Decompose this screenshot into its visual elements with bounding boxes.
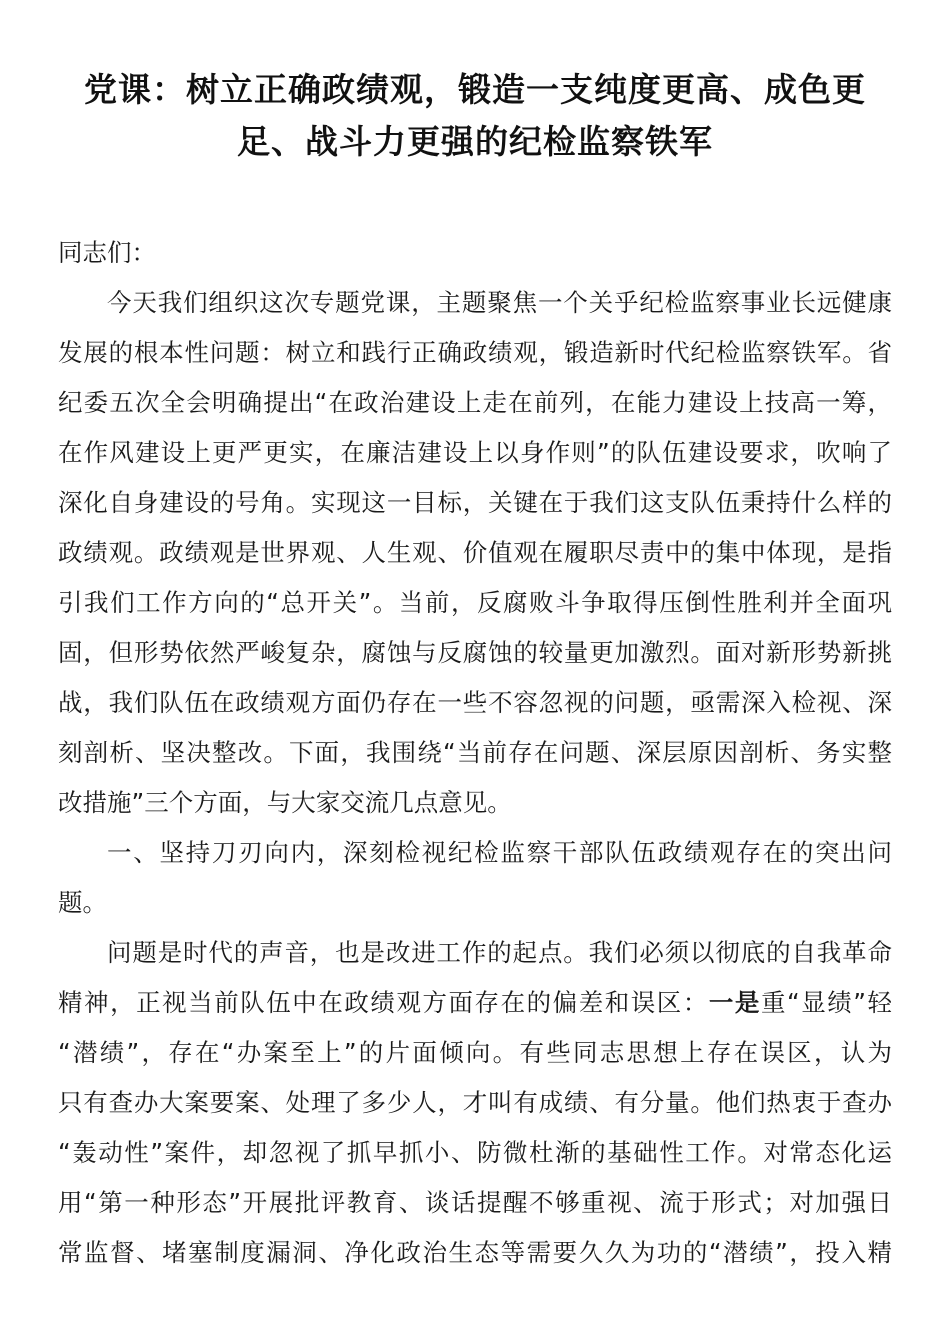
intro-paragraph — [58, 278, 892, 828]
title-line: 党课：树立正确政绩观，锻造一支纯度更高、成色更 — [84, 70, 866, 109]
paragraph-line: 发展的根本性问题：树立和践行正确政绩观，锻造新时代纪检监察铁军。省 — [58, 338, 892, 367]
paragraph-line: 只有查办大案要案、处理了多少人，才叫有成绩、有分量。他们热衷于查办 — [58, 1088, 892, 1117]
heading-line: 一、坚持刀刃向内，深刻检视纪检监察干部队伍政绩观存在的突出问 — [107, 838, 892, 867]
paragraph-line — [58, 978, 892, 1028]
paragraph-line: 改措施”三个方面，与大家交流几点意见。 — [58, 788, 512, 817]
paragraph-line: “轰动性”案件，却忽视了抓早抓小、防微杜渐的基础性工作。对常态化运 — [58, 1138, 892, 1167]
section-heading — [58, 828, 892, 928]
heading-line: 题。 — [58, 888, 107, 917]
paragraph-line: 问题是时代的声音，也是改进工作的起点。我们必须以彻底的自我革命 — [107, 938, 892, 967]
paragraph-line: “潜绩”，存在“办案至上”的片面倾向。有些同志思想上存在误区，认为 — [58, 1038, 892, 1067]
document-body — [58, 228, 892, 1278]
problem-paragraph — [58, 928, 892, 1278]
text-segment: 重“显绩”轻 — [760, 988, 893, 1017]
paragraph-line: 引我们工作方向的“总开关”。当前，反腐败斗争取得压倒性胜利并全面巩 — [58, 588, 892, 617]
paragraph-line: 纪委五次全会明确提出“在政治建设上走在前列，在能力建设上技高一筹， — [58, 388, 892, 417]
paragraph-line: 刻剖析、坚决整改。下面，我围绕“当前存在问题、深层原因剖析、务实整 — [58, 738, 892, 767]
paragraph-line: 战，我们队伍在政绩观方面仍存在一些不容忽视的问题，亟需深入检视、深 — [58, 688, 892, 717]
paragraph-line: 固，但形势依然严峻复杂，腐蚀与反腐蚀的较量更加激烈。面对新形势新挑 — [58, 638, 892, 667]
paragraph-line: 深化自身建设的号角。实现这一目标，关键在于我们这支队伍秉持什么样的 — [58, 488, 892, 517]
paragraph-line: 常监督、堵塞制度漏洞、净化政治生态等需要久久为功的“潜绩”，投入精 — [58, 1238, 892, 1267]
paragraph-line: 政绩观。政绩观是世界观、人生观、价值观在履职尽责中的集中体现，是指 — [58, 538, 892, 567]
salutation: 同志们： — [58, 238, 156, 267]
emphasis-label: 一是 — [708, 988, 761, 1017]
text-segment: 精神，正视当前队伍中在政绩观方面存在的偏差和误区： — [58, 988, 709, 1017]
document-title — [58, 64, 892, 168]
paragraph-line: 今天我们组织这次专题党课，主题聚焦一个关乎纪检监察事业长远健康 — [107, 288, 892, 317]
paragraph-line: 用“第一种形态”开展批评教育、谈话提醒不够重视、流于形式；对加强日 — [58, 1188, 892, 1217]
paragraph-line: 在作风建设上更严更实，在廉洁建设上以身作则”的队伍建设要求，吹响了 — [58, 438, 892, 467]
title-line: 足、战斗力更强的纪检监察铁军 — [237, 122, 713, 161]
